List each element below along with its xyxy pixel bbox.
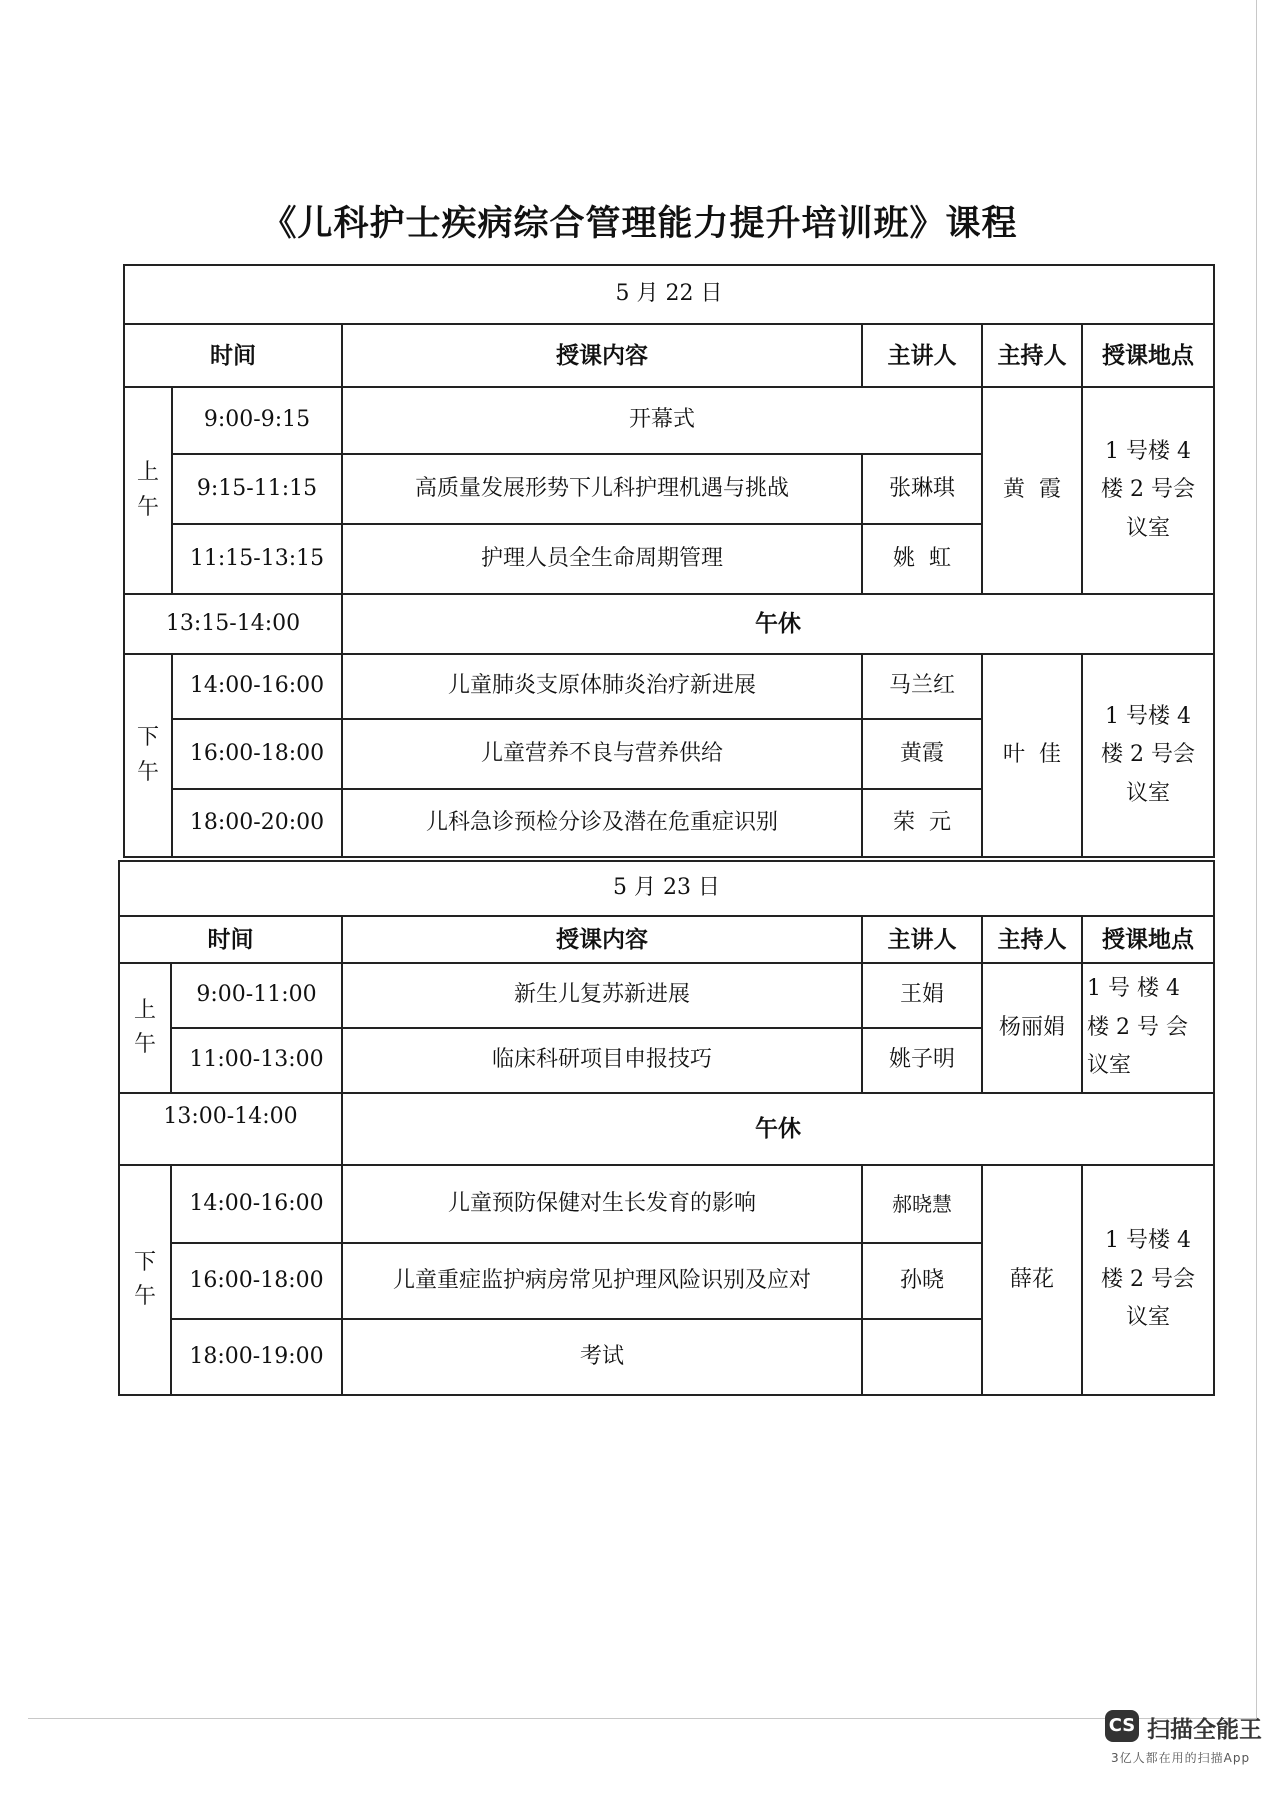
session-content: 儿童营养不良与营养供给 xyxy=(342,719,862,789)
session-speaker: 姚子明 xyxy=(862,1028,982,1093)
session-speaker: 黄霞 xyxy=(862,719,982,789)
camscanner-logo-icon: CS xyxy=(1105,1710,1139,1742)
session-row xyxy=(119,963,1214,1028)
break-label: 午休 xyxy=(342,1093,1214,1165)
period-label-afternoon: 下 午 xyxy=(119,1165,171,1395)
page-right-edge xyxy=(1256,0,1257,1720)
session-content: 高质量发展形势下儿科护理机遇与挑战 xyxy=(342,454,862,524)
period-label-morning: 上 午 xyxy=(119,963,171,1093)
date-row xyxy=(119,861,1214,916)
session-location: 1 号 楼 4 楼 2 号 会 议室 xyxy=(1082,963,1214,1093)
schedule-table-day1 xyxy=(123,264,1215,858)
header-location: 授课地点 xyxy=(1082,324,1214,387)
session-time: 16:00-18:00 xyxy=(171,1243,342,1319)
header-host: 主持人 xyxy=(982,324,1082,387)
break-label: 午休 xyxy=(342,594,1214,654)
watermark-tagline: 3亿人都在用的扫描App xyxy=(1111,1751,1251,1765)
period-label-afternoon: 下 午 xyxy=(124,654,172,857)
header-row xyxy=(124,324,1214,387)
session-time: 18:00-19:00 xyxy=(171,1319,342,1395)
header-time: 时间 xyxy=(119,916,342,963)
session-host: 薛花 xyxy=(982,1165,1082,1395)
session-location: 1 号楼 4 楼 2 号会 议室 xyxy=(1082,1165,1214,1395)
session-time: 9:00-11:00 xyxy=(171,963,342,1028)
session-location: 1 号楼 4 楼 2 号会 议室 xyxy=(1082,387,1214,594)
break-row xyxy=(124,594,1214,654)
date-cell: 5 月 23 日 xyxy=(119,861,1214,916)
header-time: 时间 xyxy=(124,324,342,387)
session-content: 护理人员全生命周期管理 xyxy=(342,524,862,594)
session-host: 叶 佳 xyxy=(982,654,1082,857)
header-content: 授课内容 xyxy=(342,916,862,963)
session-row xyxy=(124,654,1214,719)
session-content: 儿童预防保健对生长发育的影响 xyxy=(342,1165,862,1243)
session-time: 14:00-16:00 xyxy=(171,1165,342,1243)
session-location: 1 号楼 4 楼 2 号会 议室 xyxy=(1082,654,1214,857)
page-bottom-edge xyxy=(28,1718,1257,1719)
session-content: 开幕式 xyxy=(342,387,982,454)
session-content: 儿科急诊预检分诊及潜在危重症识别 xyxy=(342,789,862,857)
session-speaker: 荣 元 xyxy=(862,789,982,857)
session-content: 临床科研项目申报技巧 xyxy=(342,1028,862,1093)
break-row xyxy=(119,1093,1214,1165)
date-cell: 5 月 22 日 xyxy=(124,265,1214,324)
session-speaker: 孙晓 xyxy=(862,1243,982,1319)
session-time: 18:00-20:00 xyxy=(172,789,342,857)
session-time: 9:15-11:15 xyxy=(172,454,342,524)
session-host: 杨丽娟 xyxy=(982,963,1082,1093)
session-time: 11:00-13:00 xyxy=(171,1028,342,1093)
break-time: 13:15-14:00 xyxy=(124,594,342,654)
period-label-morning: 上 午 xyxy=(124,387,172,594)
scanner-watermark xyxy=(1105,1710,1262,1805)
session-content: 儿童肺炎支原体肺炎治疗新进展 xyxy=(342,654,862,719)
watermark-app-name: 扫描全能王 xyxy=(1147,1717,1262,1743)
page-title: 《儿科护士疾病综合管理能力提升培训班》课程 xyxy=(261,203,1018,244)
session-row xyxy=(124,387,1214,454)
session-time: 11:15-13:15 xyxy=(172,524,342,594)
header-location: 授课地点 xyxy=(1082,916,1214,963)
session-content: 儿童重症监护病房常见护理风险识别及应对 xyxy=(342,1243,862,1319)
session-time: 14:00-16:00 xyxy=(172,654,342,719)
session-content: 新生儿复苏新进展 xyxy=(342,963,862,1028)
header-speaker: 主讲人 xyxy=(862,324,982,387)
header-content: 授课内容 xyxy=(342,324,862,387)
session-speaker: 姚 虹 xyxy=(862,524,982,594)
session-speaker xyxy=(862,1319,982,1395)
session-row xyxy=(119,1165,1214,1243)
session-speaker: 马兰红 xyxy=(862,654,982,719)
schedule-table-day2 xyxy=(118,860,1215,1396)
session-host: 黄 霞 xyxy=(982,387,1082,594)
session-speaker: 王娟 xyxy=(862,963,982,1028)
session-content: 考试 xyxy=(342,1319,862,1395)
break-time: 13:00-14:00 xyxy=(119,1093,342,1165)
session-speaker: 张琳琪 xyxy=(862,454,982,524)
header-row xyxy=(119,916,1214,963)
date-row xyxy=(124,265,1214,324)
header-host: 主持人 xyxy=(982,916,1082,963)
session-time: 9:00-9:15 xyxy=(172,387,342,454)
session-time: 16:00-18:00 xyxy=(172,719,342,789)
session-speaker: 郝晓慧 xyxy=(862,1165,982,1243)
header-speaker: 主讲人 xyxy=(862,916,982,963)
